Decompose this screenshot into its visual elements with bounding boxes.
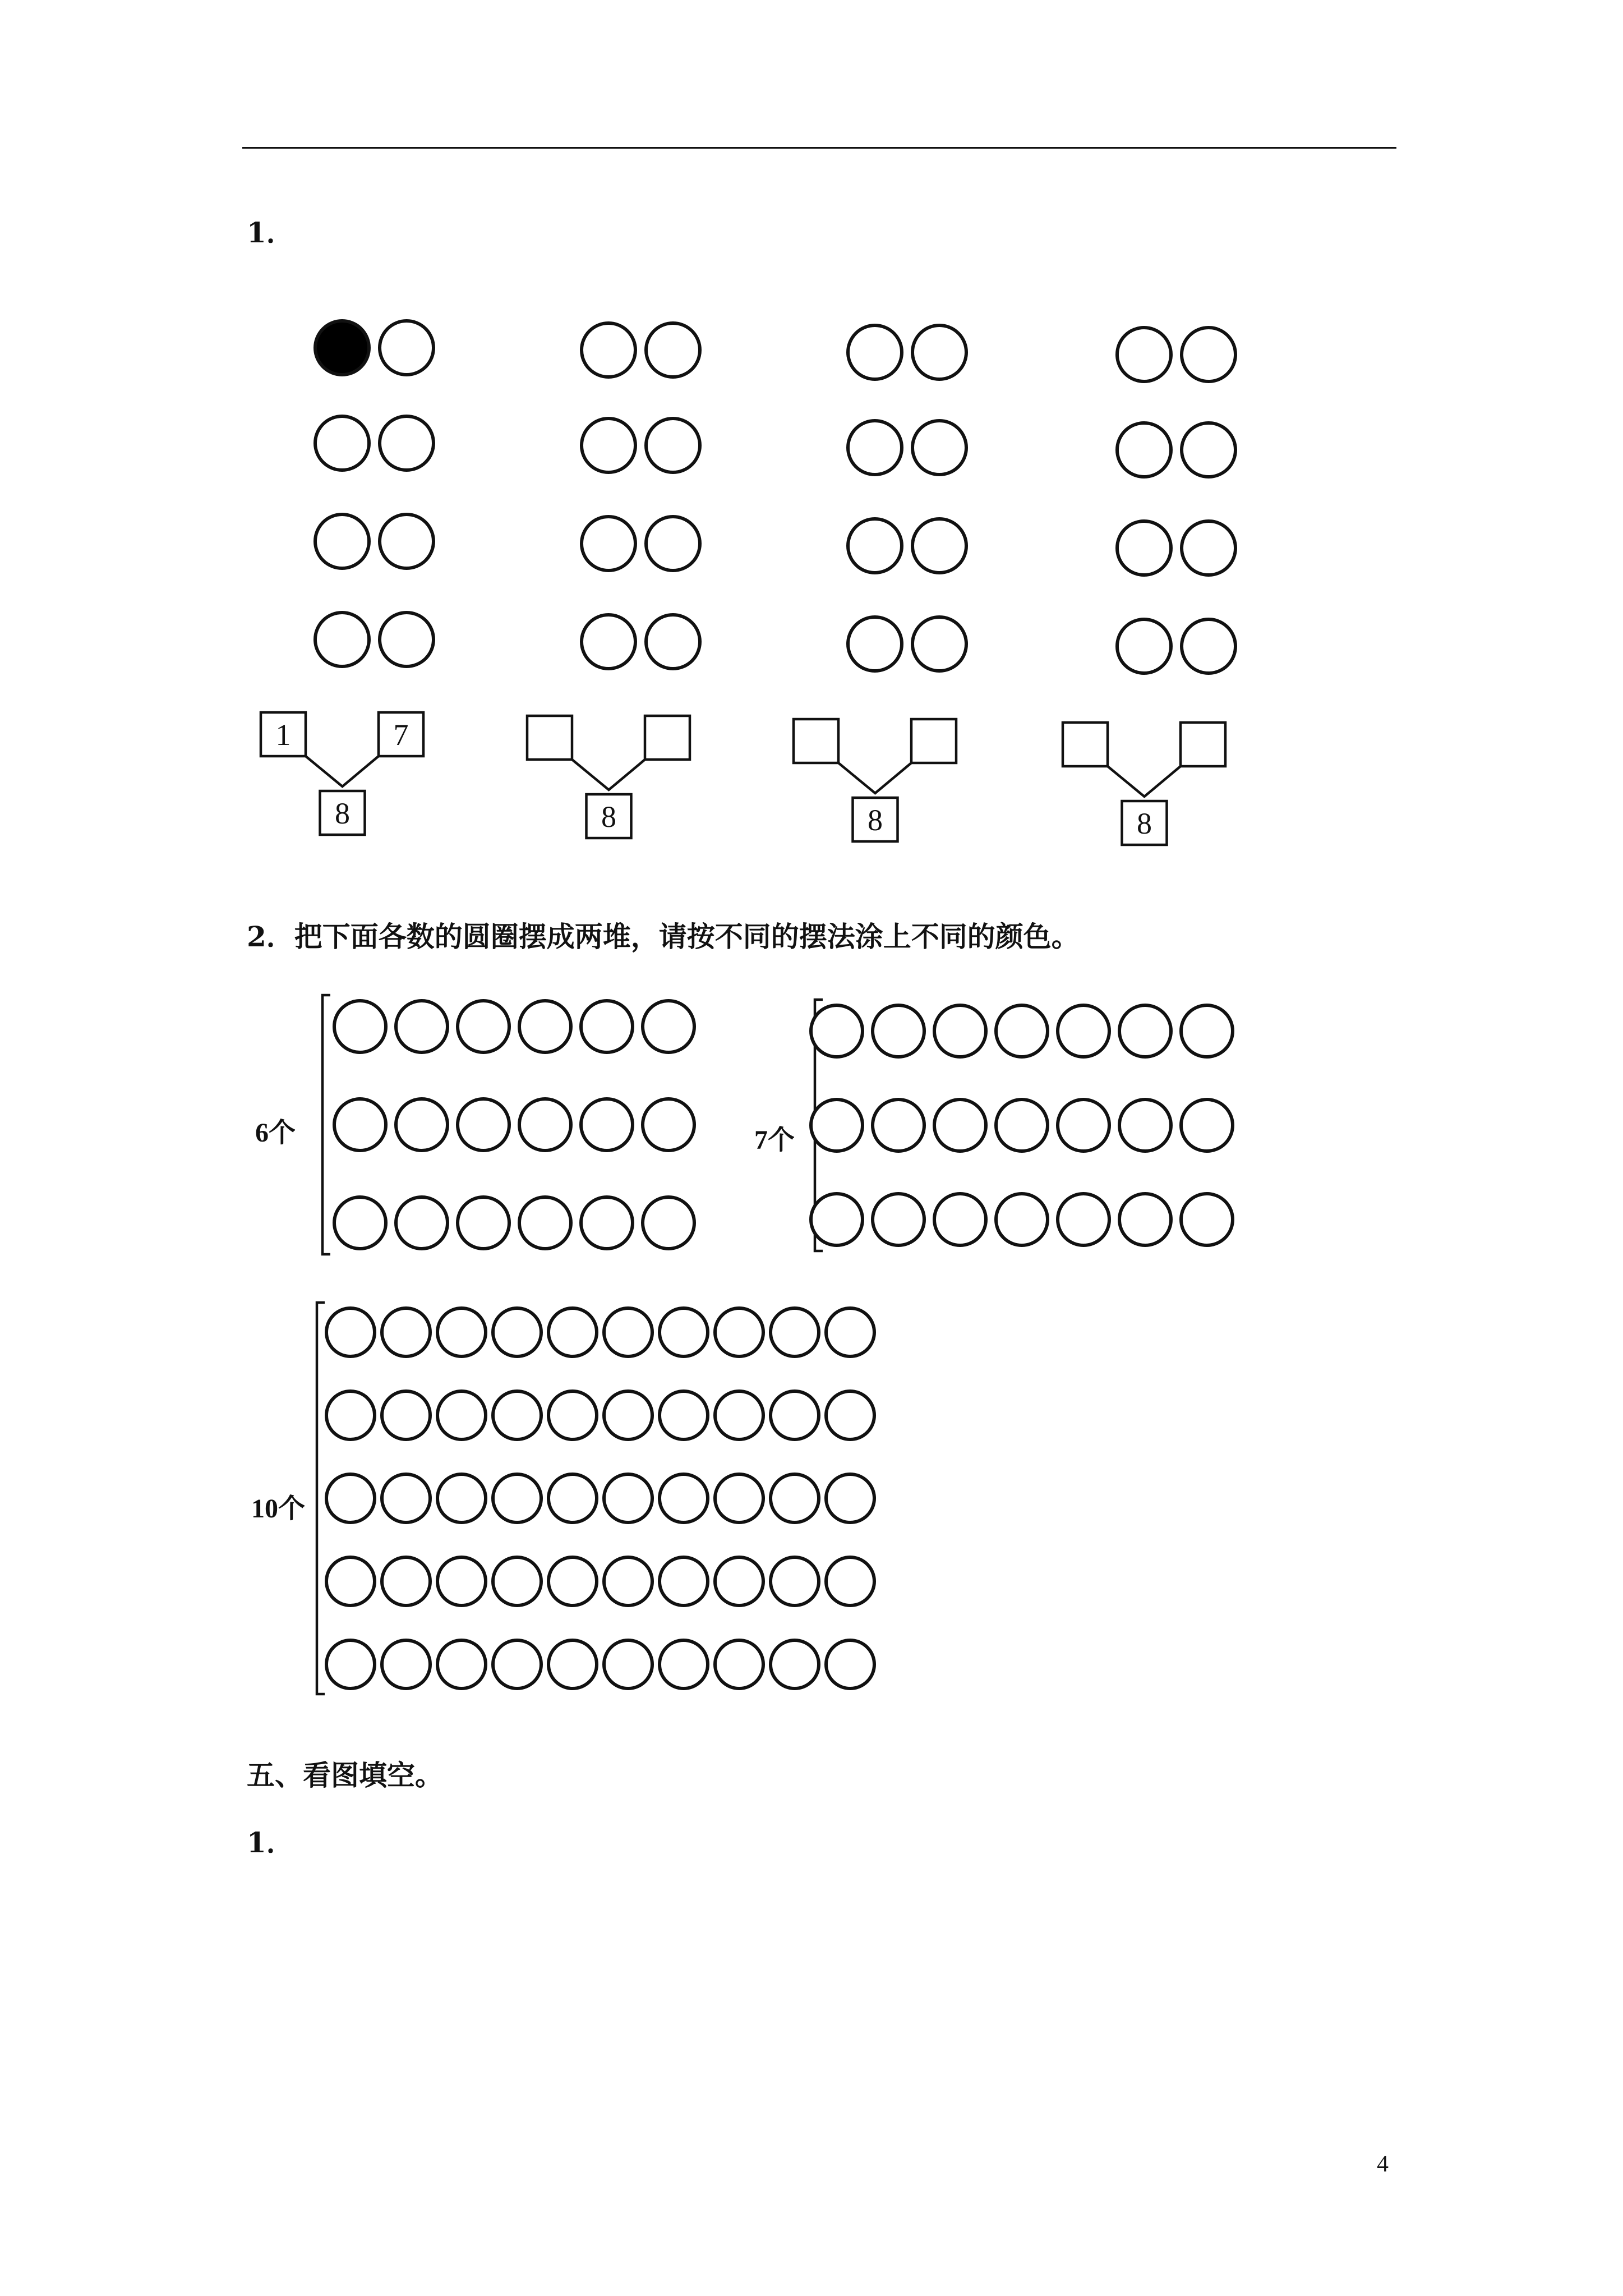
circle — [437, 1474, 486, 1522]
circle — [581, 1197, 633, 1249]
group-label: 6个 — [255, 1118, 296, 1148]
circle — [643, 1099, 694, 1151]
page-number: 4 — [1377, 2151, 1389, 2177]
left-box — [794, 719, 838, 763]
circle — [380, 416, 434, 470]
circle — [873, 1194, 924, 1245]
circle — [382, 1308, 430, 1356]
circle — [326, 1308, 375, 1356]
circle — [604, 1640, 652, 1688]
circle — [646, 517, 700, 570]
circle — [715, 1474, 763, 1522]
circle — [604, 1557, 652, 1605]
circle — [660, 1474, 708, 1522]
circle — [548, 1474, 597, 1522]
circle — [660, 1308, 708, 1356]
circle — [604, 1308, 652, 1356]
circle — [582, 418, 635, 472]
circle — [548, 1640, 597, 1688]
brace — [322, 995, 330, 1254]
question-2-text: 2．把下面各数的圆圈摆成两堆，请按不同的摆法涂上不同的颜色。 — [247, 920, 1080, 953]
circle — [1058, 1194, 1109, 1245]
circle — [1117, 328, 1171, 381]
circle — [771, 1640, 819, 1688]
circle — [715, 1557, 763, 1605]
bond-lines — [572, 760, 645, 790]
circle — [493, 1391, 541, 1439]
circle — [382, 1557, 430, 1605]
circle — [380, 613, 434, 666]
circle — [380, 514, 434, 568]
circle — [826, 1308, 874, 1356]
circle — [660, 1640, 708, 1688]
circle — [334, 1099, 386, 1151]
circle-group-6个 — [255, 995, 694, 1254]
bond-lines — [838, 763, 911, 793]
circle — [326, 1391, 375, 1439]
circle — [646, 615, 700, 669]
circle — [996, 1194, 1048, 1245]
circle — [715, 1640, 763, 1688]
circle — [519, 1001, 571, 1052]
total-number: 8 — [868, 803, 883, 837]
circle — [934, 1194, 986, 1245]
circle — [581, 1099, 633, 1151]
circle — [1117, 619, 1171, 673]
circle — [437, 1640, 486, 1688]
right-box — [1181, 723, 1225, 766]
circle — [643, 1001, 694, 1052]
circle — [548, 1557, 597, 1605]
bond-lines — [1108, 766, 1181, 797]
circle — [519, 1197, 571, 1249]
circle — [396, 1197, 448, 1249]
circle — [1119, 1005, 1171, 1057]
circle-group-7个 — [754, 1000, 1233, 1251]
split-group-1 — [261, 321, 434, 835]
circle — [771, 1308, 819, 1356]
split-group-2 — [527, 323, 700, 838]
circle — [660, 1391, 708, 1439]
circle — [1119, 1194, 1171, 1245]
group-label: 10个 — [251, 1494, 306, 1524]
circle — [581, 1001, 633, 1052]
circle — [643, 1197, 694, 1249]
circle — [912, 421, 966, 475]
circle — [334, 1197, 386, 1249]
circle — [848, 617, 902, 671]
section-5-title: 五、看图填空。 — [247, 1759, 443, 1792]
circle — [437, 1557, 486, 1605]
right-box — [911, 719, 956, 763]
circle — [715, 1391, 763, 1439]
circle — [458, 1001, 509, 1052]
circle — [1119, 1099, 1171, 1151]
circle — [604, 1474, 652, 1522]
circle — [334, 1001, 386, 1052]
circle — [646, 323, 700, 377]
circle — [934, 1005, 986, 1057]
circle — [1058, 1005, 1109, 1057]
circle — [1182, 619, 1235, 673]
circle — [493, 1557, 541, 1605]
circle — [826, 1557, 874, 1605]
circle — [660, 1557, 708, 1605]
circle — [848, 325, 902, 379]
circle — [382, 1391, 430, 1439]
group-label: 7个 — [754, 1125, 795, 1155]
filled-circle — [315, 321, 369, 375]
circle — [1117, 423, 1171, 477]
circle — [715, 1308, 763, 1356]
circle — [380, 321, 434, 375]
circle — [811, 1099, 863, 1151]
total-number: 8 — [601, 800, 616, 834]
circle — [811, 1194, 863, 1245]
circle — [996, 1005, 1048, 1057]
circle — [848, 519, 902, 573]
right-number: 7 — [393, 718, 409, 752]
circle — [396, 1099, 448, 1151]
circle — [826, 1391, 874, 1439]
circle — [826, 1474, 874, 1522]
bond-lines — [306, 756, 379, 786]
circle — [437, 1391, 486, 1439]
circle-group-10个 — [251, 1303, 874, 1694]
circle — [873, 1005, 924, 1057]
circle — [326, 1557, 375, 1605]
circle — [912, 617, 966, 671]
circle — [848, 421, 902, 475]
circle — [315, 613, 369, 666]
circle — [315, 514, 369, 568]
circle — [912, 325, 966, 379]
circle — [811, 1005, 863, 1057]
circle — [582, 615, 635, 669]
circle — [873, 1099, 924, 1151]
circle — [326, 1640, 375, 1688]
circle — [1182, 423, 1235, 477]
left-number: 1 — [275, 718, 291, 752]
circle — [604, 1391, 652, 1439]
section-5-question-1-label: 1． — [247, 1826, 294, 1859]
circle — [326, 1474, 375, 1522]
circle — [396, 1001, 448, 1052]
circle — [1181, 1194, 1233, 1245]
question-1-label: 1． — [247, 216, 294, 249]
circle — [1182, 328, 1235, 381]
total-number: 8 — [1137, 807, 1152, 840]
circle — [996, 1099, 1048, 1151]
total-number: 8 — [335, 797, 350, 830]
left-box — [1063, 723, 1108, 766]
circle — [548, 1391, 597, 1439]
circle — [582, 323, 635, 377]
circle — [458, 1099, 509, 1151]
circle — [1117, 521, 1171, 575]
circle — [382, 1474, 430, 1522]
brace — [317, 1303, 325, 1694]
circle — [437, 1308, 486, 1356]
circle — [548, 1308, 597, 1356]
circle — [493, 1308, 541, 1356]
circle — [1181, 1099, 1233, 1151]
circle — [646, 418, 700, 472]
split-group-4 — [1063, 328, 1235, 845]
circle — [826, 1640, 874, 1688]
circle — [771, 1474, 819, 1522]
circle — [519, 1099, 571, 1151]
circle — [771, 1391, 819, 1439]
circle — [493, 1474, 541, 1522]
circle — [1182, 521, 1235, 575]
right-box — [645, 716, 690, 760]
circle — [582, 517, 635, 570]
circle — [458, 1197, 509, 1249]
circle — [1058, 1099, 1109, 1151]
circle — [912, 519, 966, 573]
circle — [315, 416, 369, 470]
left-box — [527, 716, 572, 760]
circle — [382, 1640, 430, 1688]
split-group-3 — [794, 325, 966, 841]
circle — [493, 1640, 541, 1688]
circle — [1181, 1005, 1233, 1057]
circle — [771, 1557, 819, 1605]
circle — [934, 1099, 986, 1151]
